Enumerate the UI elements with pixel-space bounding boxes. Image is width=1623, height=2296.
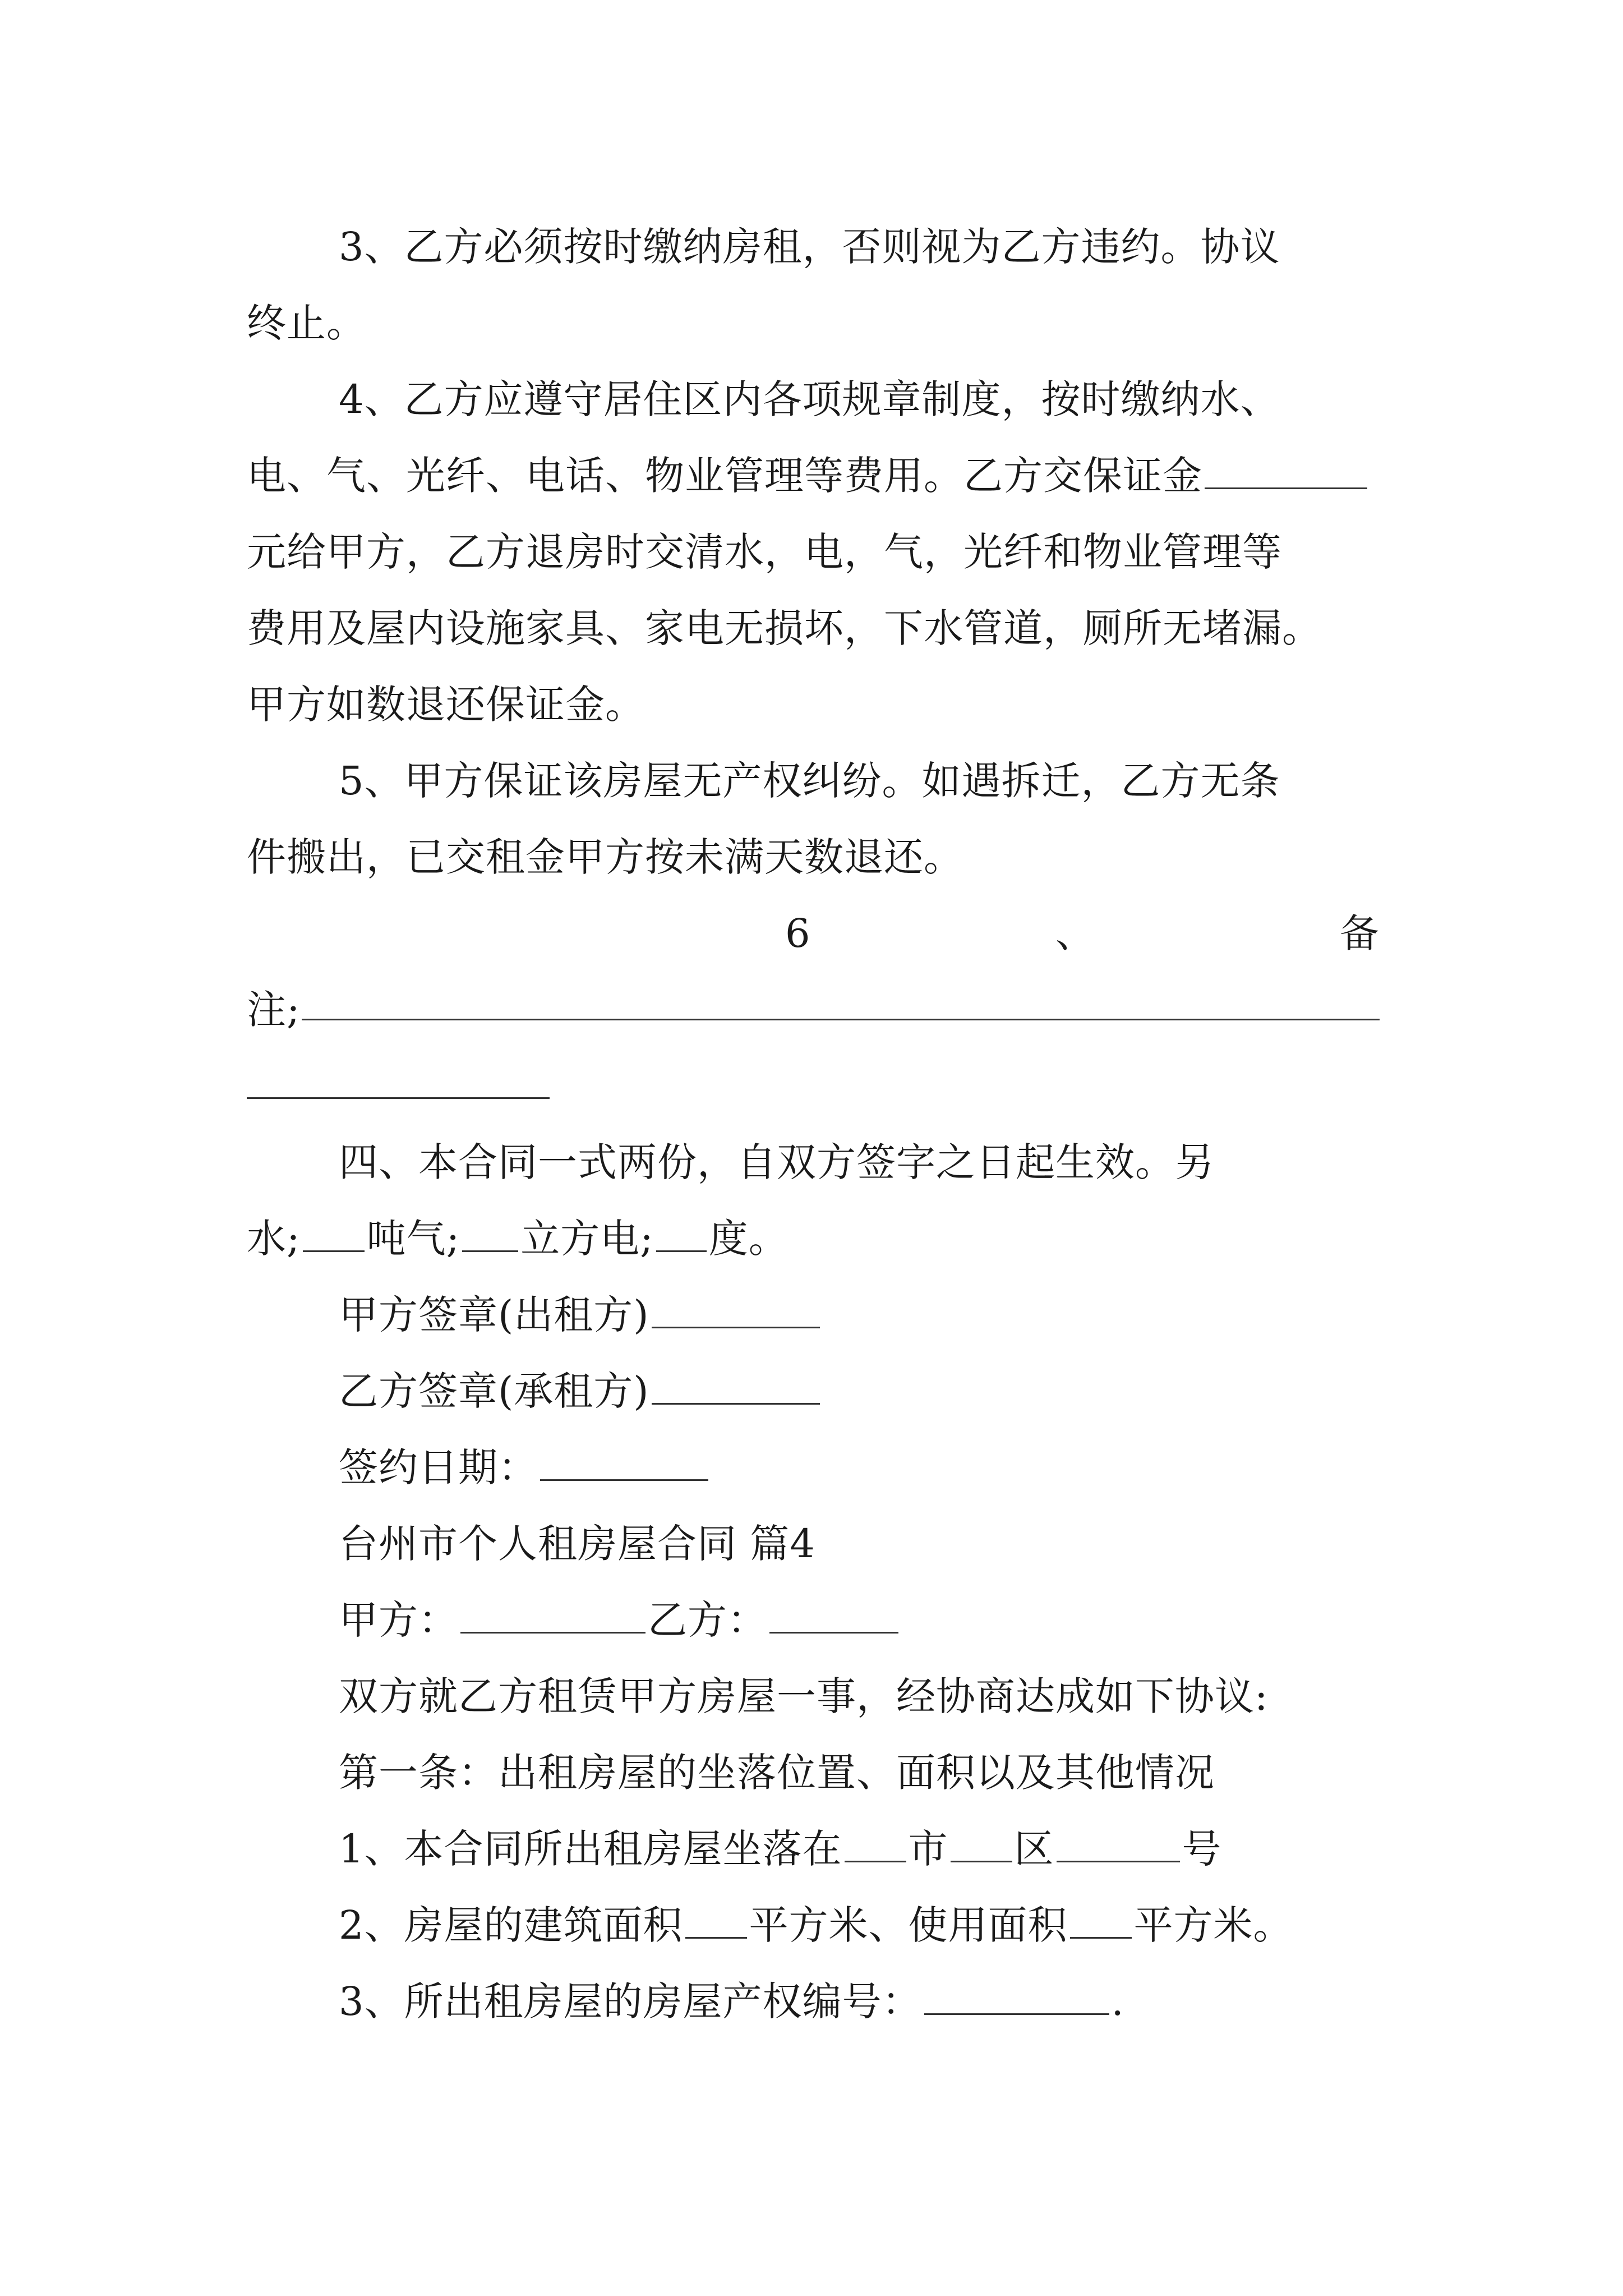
parties-line [339,1592,1380,1648]
building-area-blank [685,1902,747,1939]
number-blank [1057,1826,1180,1862]
clause-5-line-2: 件搬出，已交租金甲方按未满天数退还。 [247,834,963,880]
property-number-blank [924,1978,1109,2015]
party-a-blank [460,1597,645,1634]
signature-party-a [339,1287,1380,1343]
contract-title-4: 台州市个人租房屋合同 篇4 [339,1521,815,1567]
square-meter-label: 平方米。 [1133,1902,1293,1948]
electricity-blank [656,1216,707,1252]
water-label: 水; [247,1216,301,1262]
water-blank [303,1216,365,1252]
electricity-label: 立方电; [520,1216,654,1262]
clause-6-line-2: 注; [247,987,301,1033]
clause-6-number: 6 [785,910,811,956]
signature-party-a-label: 甲方签章(出租方) [339,1292,649,1338]
clause-6-line-1 [785,905,1380,961]
clause-5-line-1: 5、甲方保证该房屋无产权纠纷。如遇拆迁，乙方无条 [339,758,1280,804]
gas-label: 吨气; [366,1216,460,1262]
clause-3-line-2: 终止。 [247,300,366,346]
agreement-intro: 双方就乙方租赁甲方房屋一事，经协商达成如下协议: [339,1673,1269,1719]
article-1-item-1 [339,1821,1380,1877]
remarks-blank [302,1019,1380,1020]
deposit-blank [1205,453,1367,489]
section-4-line-1: 四、本合同一式两份，自双方签字之日起生效。另 [339,1139,1215,1185]
usable-area-blank [1070,1902,1132,1939]
section-4-line-2 [247,1211,1380,1267]
item-3-text: 3、所出租房屋的房屋产权编号： [339,1978,922,2024]
clause-3-line-1: 3、乙方必须按时缴纳房租，否则视为乙方违约。协议 [339,224,1280,270]
clause-4-line-3: 元给甲方，乙方退房时交清水，电，气，光纤和物业管理等 [247,529,1282,575]
item-2-text: 2、房屋的建筑面积 [339,1902,683,1948]
article-1-heading: 第一条：出租房屋的坐落位置、面积以及其他情况 [339,1750,1215,1796]
remarks-blank-continued [247,1097,550,1099]
degree-label: 度。 [708,1216,789,1262]
signature-party-b [339,1363,1380,1419]
clause-6-separator: 、 [1055,910,1095,956]
number-label: 号 [1182,1826,1222,1872]
item-1-text: 1、本合同所出租房屋坐落在 [339,1826,842,1872]
party-a-label: 甲方： [339,1597,458,1643]
party-b-blank [769,1597,898,1634]
city-label: 市 [908,1826,948,1872]
clause-6-word: 备 [1339,910,1380,956]
signature-party-b-blank [652,1368,820,1405]
city-blank [845,1826,906,1862]
party-b-label: 乙方： [648,1597,767,1643]
signature-party-b-label: 乙方签章(承租方) [339,1368,649,1414]
clause-4-line-4: 费用及屋内设施家具、家电无损坏，下水管道，厕所无堵漏。 [247,605,1322,651]
article-1-item-3 [339,1973,1380,2030]
clause-4-line-2-text: 电、气、光纤、电话、物业管理等费用。乙方交保证金 [247,453,1202,499]
district-label: 区 [1014,1826,1054,1872]
item-3-period: . [1111,1978,1124,2024]
gas-blank [462,1216,518,1252]
signing-date-blank [540,1444,708,1481]
clause-4-line-5: 甲方如数退还保证金。 [247,682,645,728]
clause-4-line-2 [247,448,1380,504]
clause-4-line-1: 4、乙方应遵守居住区内各项规章制度，按时缴纳水、 [339,376,1280,422]
signature-party-a-blank [652,1292,820,1328]
district-blank [951,1826,1012,1862]
signing-date [339,1439,1380,1496]
article-1-item-2 [339,1897,1380,1953]
signing-date-label: 签约日期： [339,1444,538,1490]
usable-area-label: 平方米、使用面积 [749,1902,1068,1948]
